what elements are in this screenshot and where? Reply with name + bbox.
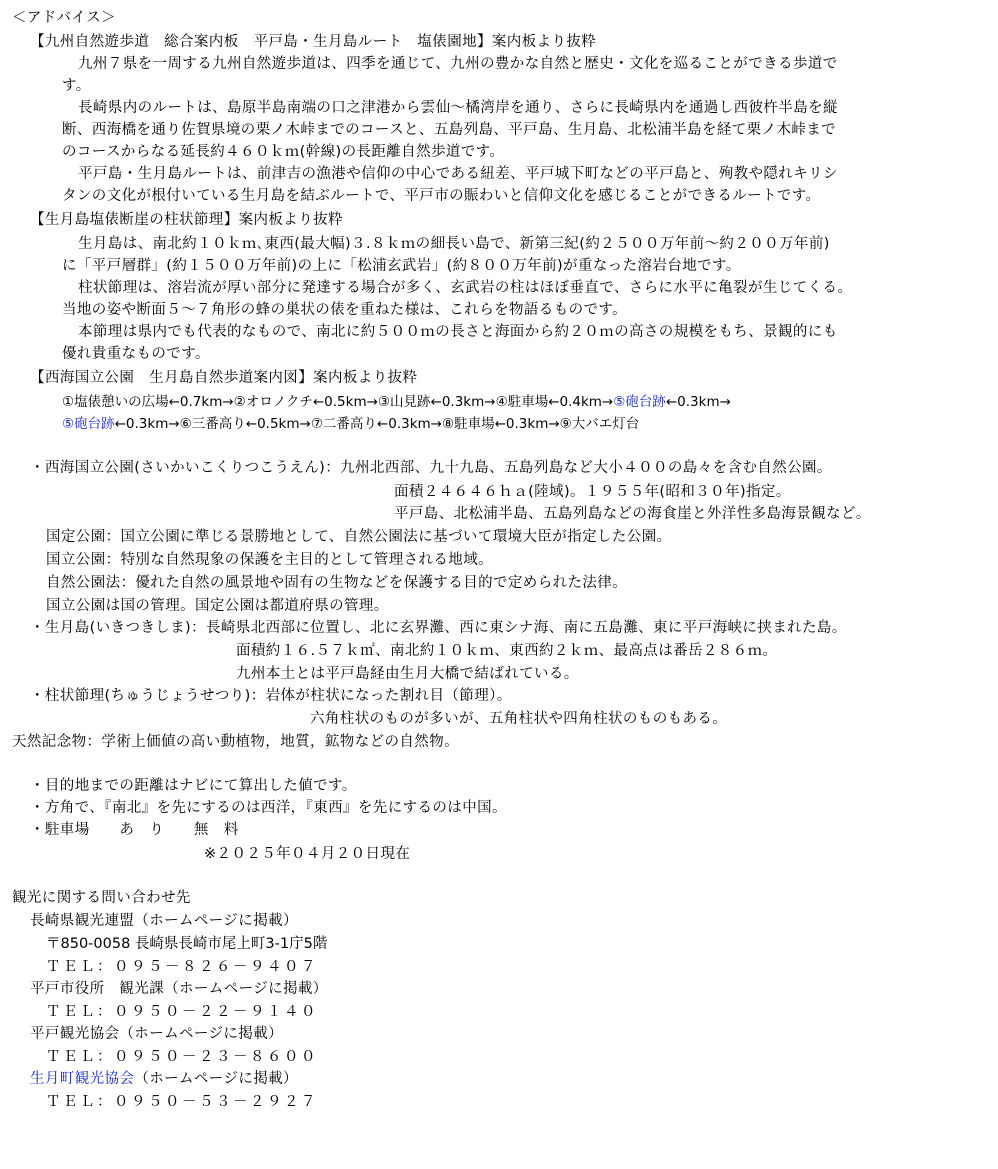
contact-ikitsuki xyxy=(30,1069,298,1089)
contact-ikitsuki-tel: ＴＥＬ：０９５０－５３－２９２７ xyxy=(46,1094,318,1110)
note-saikai-detail: 面積２４６４６ｈａ(陸域)。１９５５年(昭和３０年)指定。 xyxy=(394,484,791,500)
note-setsuri: ・柱状節理(ちゅうじょうせつり)：岩体が柱状になった割れ目（節理）。 xyxy=(30,688,512,704)
contact-heading: 観光に関する問い合わせ先 xyxy=(12,890,191,906)
contact-hirado-city-name: 平戸市役所 観光課（ホームページに掲載） xyxy=(30,981,328,997)
contact-hirado-assoc-name: 平戸観光協会（ホームページに掲載） xyxy=(30,1026,284,1042)
section-heading-kyushu: 【九州自然遊歩道 総合案内板 平戸島・生月島ルート 塩俵園地】案内板より抜粋 xyxy=(30,34,597,50)
contact-ikitsuki-rest: （ホームページに掲載） xyxy=(134,1071,298,1087)
note-saikai: ・西海国立公園(さいかいこくりつこうえん)：九州北西部、九十九島、五島列島など大小４００の島々を含む自然公園。 xyxy=(30,460,832,476)
paragraph-line: 優れ貴重なものです。 xyxy=(62,346,210,362)
note-kanri: 国立公園は国の管理。国定公園は都道府県の管理。 xyxy=(46,598,389,614)
note-ikitsuki-detail: 面積約１６.５７ｋ㎡、南北約１０ｋｍ、東西約２ｋｍ、最高点は番岳２８６ｍ。 xyxy=(236,643,778,659)
note-distance: ・目的地までの距離はナビにて算出した値です。 xyxy=(30,778,357,794)
route-text: ←0.3km→⑥三番高り←0.5km→⑦二番高り←0.3km→⑧駐車場←0.3km→⑨大バエ灯台 xyxy=(114,416,640,432)
route-line xyxy=(62,414,639,434)
note-shizen: 自然公園法：優れた自然の風景地や固有の生物などを保護する目的で定められた法律。 xyxy=(46,575,628,591)
note-ikitsuki: ・生月島(いきつきしま)：長崎県北西部に位置し、北に玄界灘、西に東シナ海、南に五島灘、東に平戸海峡に挟まれた島。 xyxy=(30,620,847,636)
route-line xyxy=(62,392,731,412)
hodaiato-link[interactable]: ⑤砲台跡 xyxy=(613,394,666,410)
note-kokuritsu: 国立公園：特別な自然現象の保護を主目的として管理される地域。 xyxy=(46,552,493,568)
contact-hirado-city-tel: ＴＥＬ：０９５０－２２－９１４０ xyxy=(46,1004,318,1020)
note-direction: ・方角で、『南北』を先にするのは西洋，『東西』を先にするのは中国。 xyxy=(30,800,507,816)
paragraph-line: タンの文化が根付いている生月島を結ぶルートで、平戸市の賑わいと信仰文化を感じることができるルートです。 xyxy=(62,188,821,204)
note-parking: ・駐車場 あ り 無 料 xyxy=(30,822,239,838)
paragraph-line: 本節理は県内でも代表的なもので、南北に約５００ｍの長さと海面から約２０ｍの高さの規模をもち、景観的にも xyxy=(78,324,838,340)
paragraph-line: に「平戸層群」(約１５００万年前)の上に「松浦玄武岩」(約８００万年前)が重なった溶岩台地です。 xyxy=(62,258,741,274)
note-ikitsuki-detail: 九州本土とは平戸島経由生月大橋で結ばれている。 xyxy=(236,666,579,682)
contact-nagasaki-name: 長崎県観光連盟（ホームページに掲載） xyxy=(30,913,298,929)
note-kokutei: 国定公園：国立公園に準じる景勝地として、自然公園法に基づいて環境大臣が指定した公園。 xyxy=(46,529,672,545)
note-setsuri-detail: 六角柱状のものが多いが、五角柱状や四角柱状のものもある。 xyxy=(310,711,728,727)
contact-nagasaki-address: 〒850-0058 長崎県長崎市尾上町3-1庁5階 xyxy=(46,936,328,952)
section-heading-saikai: 【西海国立公園 生月島自然歩道案内図】案内板より抜粋 xyxy=(30,370,418,386)
contact-nagasaki-tel: ＴＥＬ：０９５－８２６－９４０７ xyxy=(46,959,318,975)
paragraph-line: 断、西海橋を通り佐賀県境の栗ノ木峠までのコースと、五島列島、平戸島、生月島、北松浦半島を経て栗ノ木峠まで xyxy=(62,122,837,138)
paragraph-line: 長崎県内のルートは、島原半島南端の口之津港から雲仙～橘湾岸を通り、さらに長崎県内を通過し西彼杵半島を縦 xyxy=(78,100,838,116)
paragraph-line: 柱状節理は、溶岩流が厚い部分に発達する場合が多く、玄武岩の柱はほぼ垂直で、さらに水平に亀裂が生じてくる。 xyxy=(78,280,853,296)
paragraph-line: 九州７県を一周する九州自然遊歩道は、四季を通じて、九州の豊かな自然と歴史・文化を巡ることができる歩道で xyxy=(78,56,838,72)
paragraph-line: のコースからなる延長約４６０ｋｍ(幹線)の長距離自然歩道です。 xyxy=(62,144,505,160)
note-date: ※２０２５年０４月２０日現在 xyxy=(204,846,411,862)
route-text: ←0.3km→ xyxy=(665,394,731,410)
hodaiato-link[interactable]: ⑤砲台跡 xyxy=(62,416,115,432)
route-text: ①塩俵憩いの広場←0.7km→②オロノクチ←0.5km→③山見跡←0.3km→④駐車場←0.4km→ xyxy=(62,394,614,410)
paragraph-line: 平戸島・生月島ルートは、前津吉の漁港や信仰の中心である紐差、平戸城下町などの平戸島と、殉教や隠れキリシ xyxy=(78,166,838,182)
paragraph-line: 生月島は、南北約１０ｋｍ､東西(最大幅)３.８ｋｍの細長い島で、新第三紀(約２５００万年前～約２００万年前) xyxy=(78,236,830,252)
note-tennen: 天然記念物：学術上価値の高い動植物，地質，鉱物などの自然物。 xyxy=(12,734,459,750)
advice-title: ＜アドバイス＞ xyxy=(12,10,116,26)
ikitsuki-tourism-link[interactable]: 生月町観光協会 xyxy=(30,1071,135,1087)
contact-hirado-assoc-tel: ＴＥＬ：０９５０－２３－８６００ xyxy=(46,1049,318,1065)
paragraph-line: す。 xyxy=(62,78,91,94)
section-heading-setsuri: 【生月島塩俵断崖の柱状節理】案内板より抜粋 xyxy=(30,212,343,228)
paragraph-line: 当地の姿や断面５～７角形の蜂の巣状の俵を重ねた様は、これらを物語るものです。 xyxy=(62,302,628,318)
note-saikai-detail: 平戸島、北松浦半島、五島列島などの海食崖と外洋性多島海景観など。 xyxy=(394,506,871,522)
